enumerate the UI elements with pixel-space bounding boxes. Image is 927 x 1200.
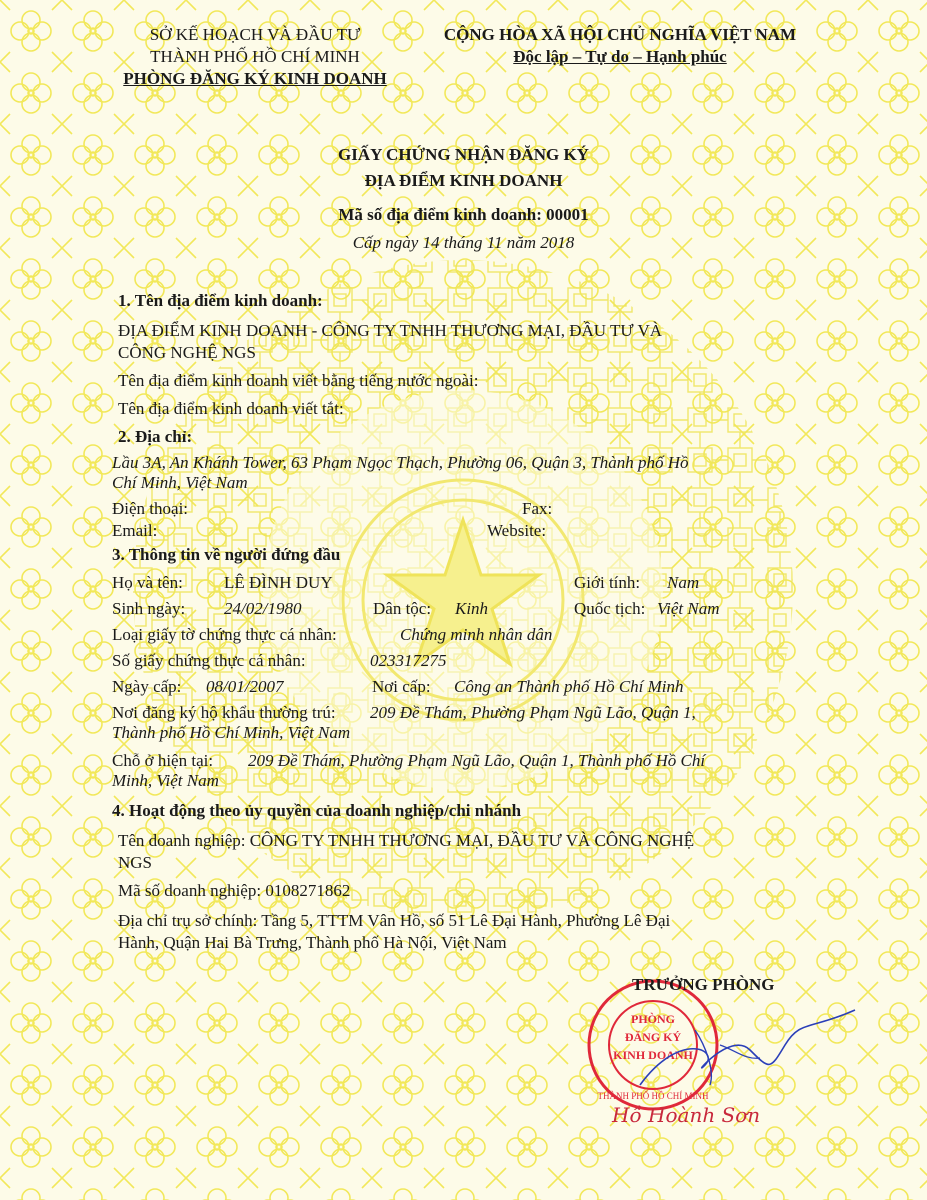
issue-date: Cấp ngày 14 tháng 11 năm 2018 — [352, 233, 575, 252]
location-code: Mã số địa điểm kinh doanh: 00001 — [338, 205, 589, 224]
hq-address-line1: Địa chỉ trụ sở chính: Tầng 5, TTTM Vân Hồ, số 51 Lê Đại Hành, Phường Lê Đại — [118, 911, 671, 930]
ethnic-value: Kinh — [455, 599, 489, 618]
svg-text:ĐĂNG KÝ: ĐĂNG KÝ — [624, 1030, 682, 1044]
doc-title-line1: GIẤY CHỨNG NHẬN ĐĂNG KÝ — [338, 145, 589, 164]
section1-heading: 1. Tên địa điểm kinh doanh: — [118, 291, 323, 310]
permanent-address-line1: 209 Đề Thám, Phường Phạm Ngũ Lão, Quận 1, — [370, 703, 696, 722]
gender-value: Nam — [667, 573, 700, 592]
id-number-value: 023317275 — [370, 651, 447, 670]
address-line1: Lầu 3A, An Khánh Tower, 63 Phạm Ngọc Thạch, Phường 06, Quận 3, Thành phố Hồ — [112, 453, 689, 472]
current-address-label: Chỗ ở hiện tại: — [112, 751, 214, 770]
foreign-name-label: Tên địa điểm kinh doanh viết bằng tiếng nước ngoài: — [118, 371, 479, 390]
address-line2: Chí Minh, Việt Nam — [112, 473, 248, 492]
short-name-label: Tên địa điểm kinh doanh viết tắt: — [118, 399, 344, 418]
id-issue-date-label: Ngày cấp: — [112, 677, 182, 696]
id-type-value: Chứng minh nhân dân — [400, 625, 553, 644]
section2-heading: 2. Địa chỉ: — [118, 427, 193, 446]
svg-text:PHÒNG: PHÒNG — [631, 1012, 675, 1026]
phone-label: Điện thoại: — [112, 499, 189, 518]
doc-title-line2: ĐỊA ĐIỂM KINH DOANH — [364, 171, 563, 190]
svg-text:KINH DOANH: KINH DOANH — [613, 1048, 693, 1062]
company-name-line2: NGS — [118, 853, 153, 872]
header-agency-line2: THÀNH PHỐ HỒ CHÍ MINH — [150, 47, 360, 66]
id-issue-place-label: Nơi cấp: — [372, 677, 431, 696]
permanent-address-label: Nơi đăng ký hộ khẩu thường trú: — [112, 703, 336, 722]
location-name-line1: ĐỊA ĐIỂM KINH DOANH - CÔNG TY TNHH THƯƠNG MẠI, ĐẦU TƯ VÀ — [118, 321, 663, 340]
id-issue-date-value: 08/01/2007 — [206, 677, 284, 696]
nationality-label: Quốc tịch: — [574, 599, 646, 618]
section3-heading: 3. Thông tin về người đứng đầu — [112, 545, 341, 564]
fax-label: Fax: — [522, 499, 553, 518]
fullname-value: LÊ ĐÌNH DUY — [224, 573, 333, 592]
ethnic-label: Dân tộc: — [373, 599, 432, 618]
id-number-label: Số giấy chứng thực cá nhân: — [112, 651, 306, 670]
header-agency-line1: SỞ KẾ HOẠCH VÀ ĐẦU TƯ — [149, 25, 361, 44]
fullname-label: Họ và tên: — [112, 573, 183, 592]
dob-value: 24/02/1980 — [224, 599, 302, 618]
id-type-label: Loại giấy tờ chứng thực cá nhân: — [112, 625, 337, 644]
permanent-address-line2: Thành phố Hồ Chí Minh, Việt Nam — [112, 723, 351, 742]
dob-label: Sinh ngày: — [112, 599, 186, 618]
company-code: Mã số doanh nghiệp: 0108271862 — [118, 881, 351, 900]
email-label: Email: — [112, 521, 158, 540]
nationality-value: Việt Nam — [657, 599, 720, 618]
gender-label: Giới tính: — [574, 573, 641, 592]
signatory-name: Hồ Hoành Sơn — [612, 1103, 761, 1127]
national-title: CỘNG HÒA XÃ HỘI CHỦ NGHĨA VIỆT NAM — [443, 25, 797, 44]
hq-address-line2: Hành, Quận Hai Bà Trưng, Thành phố Hà Nội, Việt Nam — [118, 933, 507, 952]
signature-scribble — [610, 990, 860, 1100]
location-name-line2: CÔNG NGHỆ NGS — [118, 343, 256, 362]
header-agency-line3: PHÒNG ĐĂNG KÝ KINH DOANH — [123, 69, 387, 88]
national-motto: Độc lập – Tự do – Hạnh phúc — [513, 47, 727, 66]
current-address-line2: Minh, Việt Nam — [112, 771, 219, 790]
website-label: Website: — [487, 521, 547, 540]
company-name-line1: Tên doanh nghiệp: CÔNG TY TNHH THƯƠNG MẠI, ĐẦU TƯ VÀ CÔNG NGHỆ — [118, 831, 695, 850]
id-issue-place-value: Công an Thành phố Hồ Chí Minh — [454, 677, 684, 696]
signatory-title: TRƯỞNG PHÒNG — [632, 975, 775, 994]
section4-heading: 4. Hoạt động theo ủy quyền của doanh nghiệp/chi nhánh — [112, 801, 522, 820]
svg-text:THÀNH PHỐ HỒ CHÍ MINH: THÀNH PHỐ HỒ CHÍ MINH — [597, 1091, 709, 1101]
current-address-line1: 209 Đề Thám, Phường Phạm Ngũ Lão, Quận 1, Thành phố Hồ Chí — [248, 751, 706, 770]
